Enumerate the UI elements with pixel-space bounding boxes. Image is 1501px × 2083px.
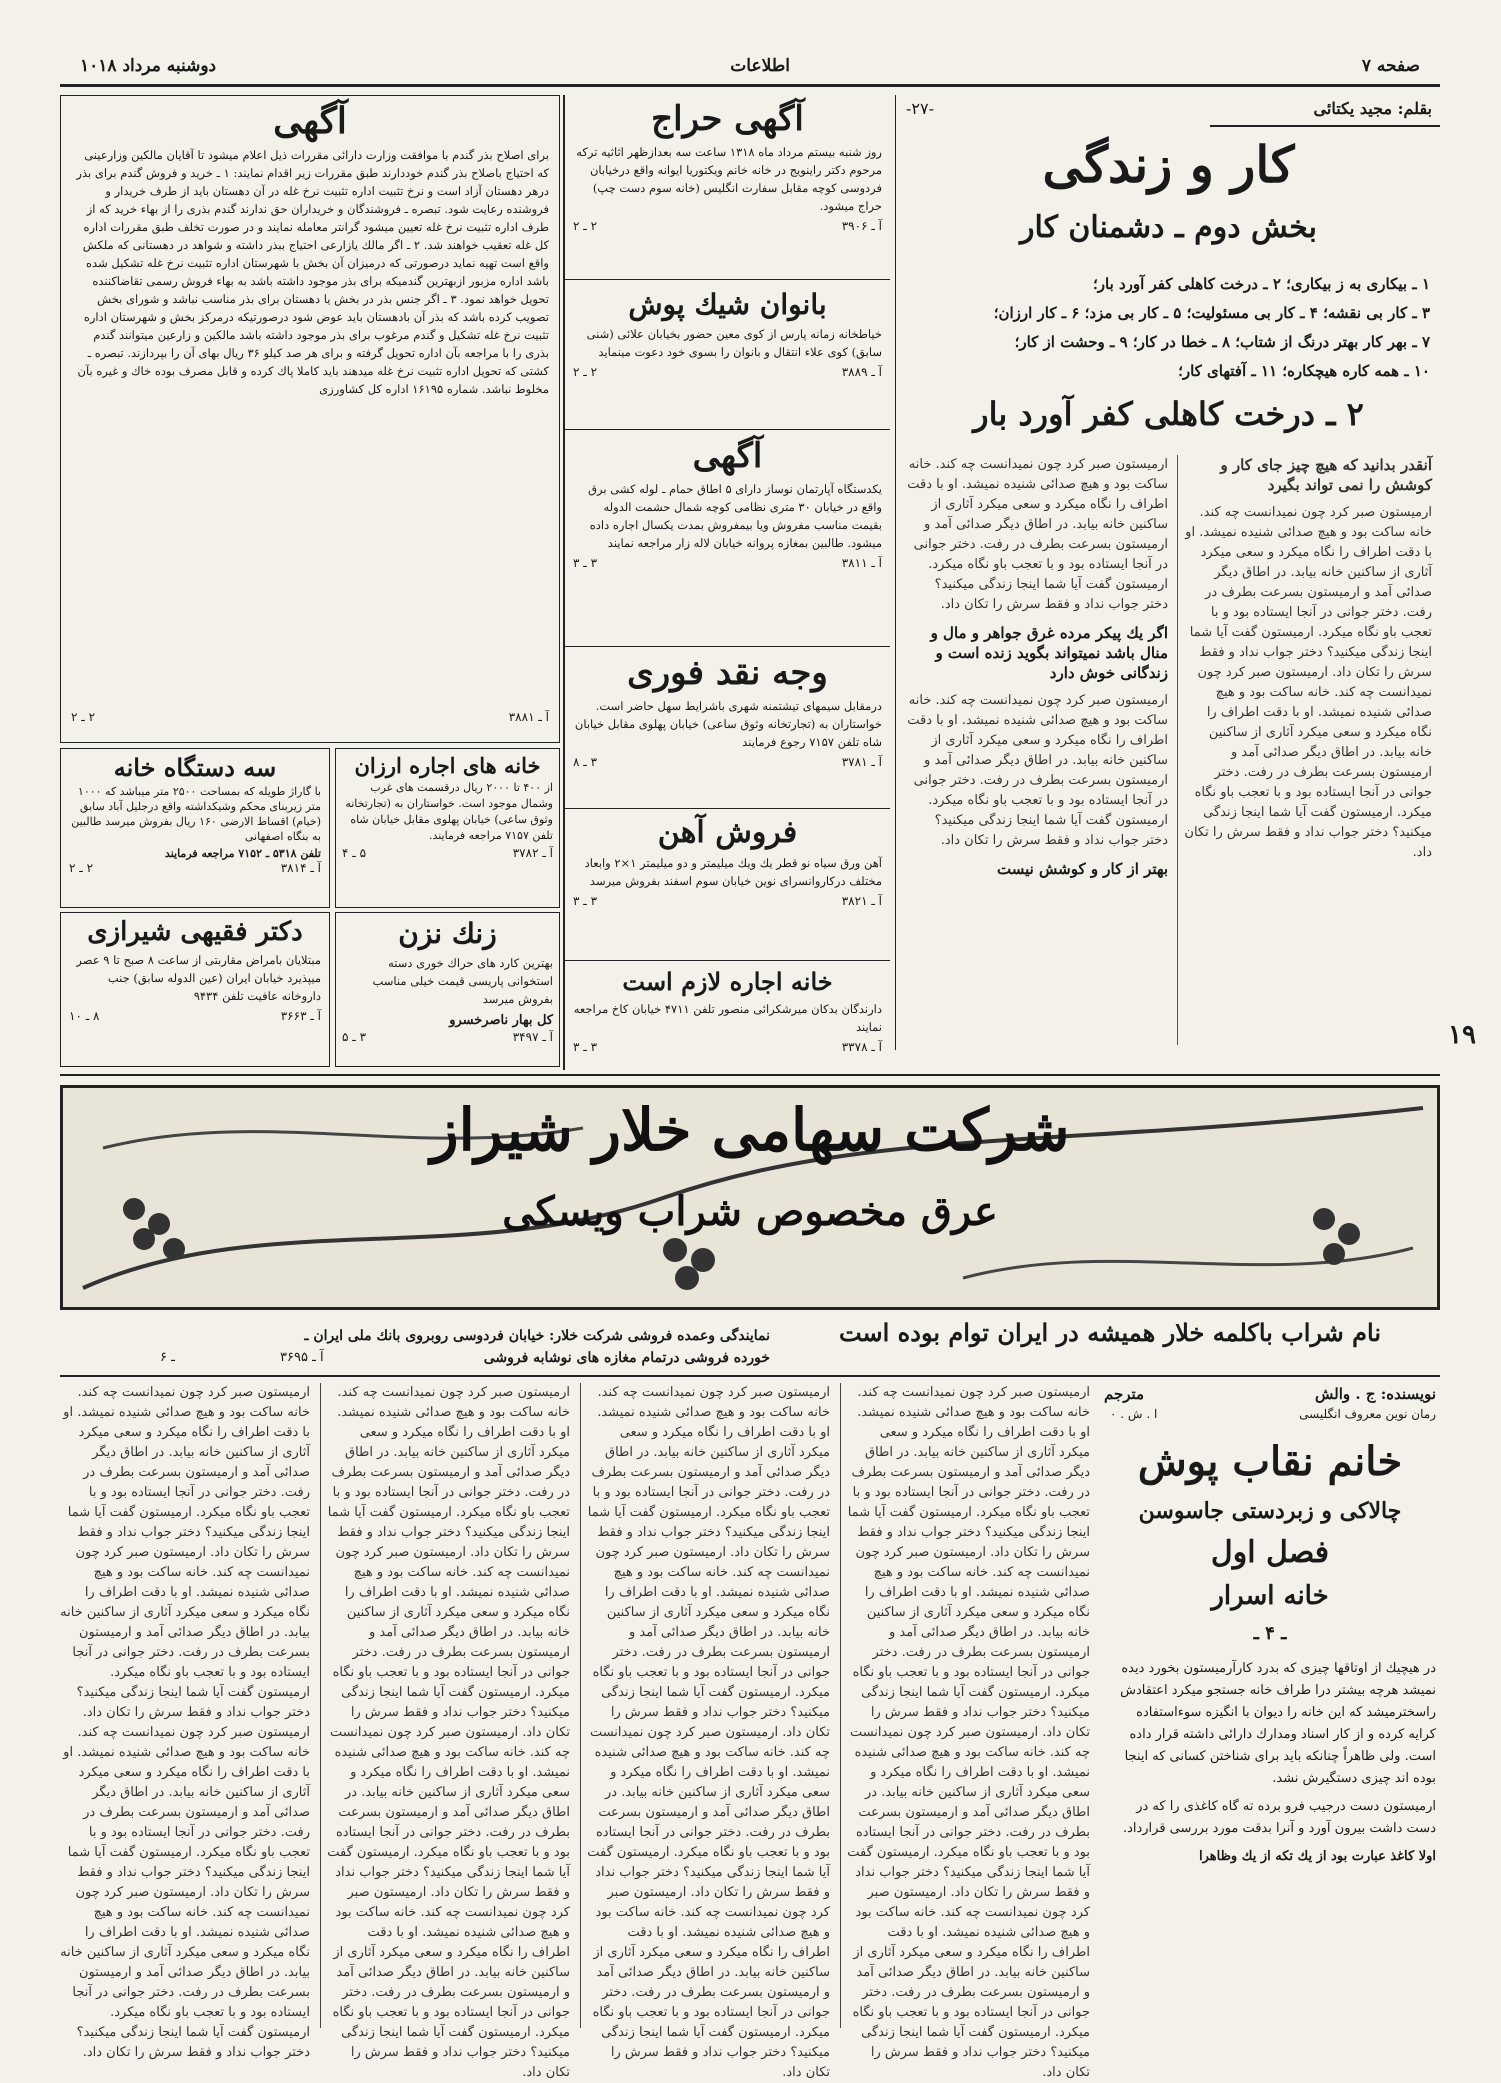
ad-title: خانه اجاره لازم است <box>622 967 833 996</box>
ad-code: آ ـ ۳۸۸۱ <box>508 710 549 724</box>
novel-chapter-title: خانه اسرار <box>1211 1581 1329 1611</box>
banner-slogan: نام شراب باکلمه خلار همیشه در ایران توام بوده است <box>838 1318 1381 1347</box>
ad-three-houses <box>60 748 330 908</box>
ad-count: ۵ ـ ۴ <box>342 846 367 860</box>
paragraph: ارمیستون صبر کرد چون نمیدانست چه کند. خانه ساکت بود و هیچ صدائی شنیده نمیشد. او با دقت اطراف را نگاه میکرد و سعی میکرد آثاری از ساکنین خانه بیابد. در اطاق دیگر صدائی آمد و ارمیستون بسرعت بطرف در رفت. دختر جوانی در آنجا ایستاده بود و با تعجب باو نگاه میکرد. ارمیستون گفت آیا شما اینجا زندگی میکنید؟ دختر جواب نداد و فقط سرش را تکان داد. <box>587 1385 830 1560</box>
paragraph: ارمیستون صبر کرد چون نمیدانست چه کند. خانه ساکت بود و هیچ صدائی شنیده نمیشد. او با دقت اطراف را نگاه میکرد و سعی میکرد آثاری از ساکنین خانه بیابد. در اطاق دیگر صدائی آمد و ارمیستون بسرعت بطرف در رفت. دختر جوانی در آنجا ایستاده بود و با تعجب باو نگاه میکرد. ارمیستون گفت آیا شما اینجا زندگی میکنید؟ دختر جواب نداد و فقط سرش را تکان داد. <box>907 693 1168 848</box>
ad-code-row <box>61 710 559 724</box>
ad-count: ۲ ـ ۲ <box>71 710 96 724</box>
paragraph: در هیچیك از اوتاقها چیزی كه بدرد كارآرمیستون بخورد دیده نمیشد هرچه بیشتر درا طراف خانه جستجو میكرد اعتقادش راسخترمیشد كه این خانه را دیوان با انگیزه سوءاستفاده كرایه كرده و از كار اسناد ومدارك دارائی داشته قرار داده است. ولی ظاهراً چنانكه باید برای شناختن کسانی که اینجا بوده اند چیزی دستگیرش نشد. <box>1120 1661 1436 1786</box>
ad-text: برای اصلاح بذر گندم با موافقت وزارت دارائی مقررات ذیل اعلام میشود تا آقایان مالکین وزارعینی که احتیاج باصلاح بذر گندم خوددارند طبق مقررات زیر اقدام نمایند: ۱ ـ خرید و فروش گندم برای بذر درهر دهستان آزاد است و نرخ تثبیت اداره تثبیت نرخ غله در آن دهستان باید از طرف خریدار و فروشنده رعایت شود. تبصره ـ فروشندگان و خریداران حق ندارند گندم بذری را از بهاء خرید که از طرف اداره تثبیت نرخ غله تعیین میشود گرانتر معامله نمایند و در صورت تخلف طبق مقررات اداره کل غله تعقیب خواهند شد. ۲ ـ اگر مالك یازارعی احتیاج ببذر داشته و شواهد در دهستانی که ملکش واقع است تهیه نماید درصورتی که درمیزان آن بخش با شهرستان اداره تثبیت نرخ غله تشکیل شده باشد اداره مزبور ازبهترین گندمیکه برای بذر موجود داشته باشد به بهاء فروش رسمی تقاضاکننده تحویل خواهد نمود. ۳ ـ اگر جنس بذر در بخش یا دهستان برای بذر مناسب نباشد و شورای بخش تصویب کرده باشد که بذر آن بادهستان باید عوض شود درصورتیکه درمرکز بخش و شهرستان اداره تثبیت نرخ غله تشکیل و گندم مرغوب برای بذر موجود داشته باشد مالکین و زارعین میتوانند گندم بذری را با مراجعه بآن اداره تحویل گرفته و برای هر صد کیلو ۳۶ ریال بهای آن را بپردازند. تبصره ـ کشتی که تحویل اداره تثبیت نرخ غله میدهند باید کاملا پاك کرده و قابل مصرف بوده خاك و غیره بآن مخلوط نباشد. شماره ۱۶۱۹۵ اداره کل کشاورزی <box>76 148 549 396</box>
ad-title: دکتر فقیهی شیرازی <box>87 917 303 947</box>
banner-count: ۶ ـ <box>160 1350 175 1365</box>
ad-code: آ ـ ۳۸۱۱ <box>841 556 882 570</box>
contents-list <box>905 270 1430 386</box>
banner-code: آ ـ ۳۶۹۵ <box>280 1350 324 1365</box>
paragraph: ارمیستون صبر کرد چون نمیدانست چه کند. خانه ساکت بود و هیچ صدائی شنیده نمیشد. او با دقت اطراف را نگاه میکرد و سعی میکرد آثاری از ساکنین خانه بیابد. در اطاق دیگر صدائی آمد و ارمیستون بسرعت بطرف در رفت. دختر جوانی در آنجا ایستاده بود و با تعجب باو نگاه میکرد. ارمیستون گفت آیا شما اینجا زندگی میکنید؟ دختر جواب نداد و فقط سرش را تکان داد. <box>1185 505 1432 680</box>
ad-text: روز شنبه بیستم مرداد ماه ۱۳۱۸ ساعت سه بعدازظهر اثاثیه ترکه مرحوم دکتر راینویج در خانه خانم ویکتوریا ایوانه واقع درخیابان فردوسی کوچه مقابل سفارت انگلیس (خانه سوم دست چپ) حراج میشود. <box>576 145 882 213</box>
ad-shop: کل بهار ناصرخسرو <box>449 1013 553 1028</box>
article-title: کار و زندگی <box>1042 135 1295 194</box>
banner-company: شرکت سهامی خلار شیراز <box>430 1096 1070 1164</box>
paragraph: ارمیستون صبر کرد چون نمیدانست چه کند. خانه ساکت بود و هیچ صدائی شنیده نمیشد. او با دقت اطراف را نگاه میکرد و سعی میکرد آثاری از ساکنین خانه بیابد. در اطاق دیگر صدائی آمد و ارمیستون بسرعت بطرف در رفت. دختر جوانی در آنجا ایستاده بود و با تعجب باو نگاه میکرد. ارمیستون گفت آیا شما اینجا زندگی میکنید؟ دختر جواب نداد و فقط سرش را تکان داد. <box>63 1385 310 1560</box>
ad-title: آگهی <box>692 436 763 476</box>
section-rule <box>60 1375 1440 1377</box>
ad-iron <box>565 811 890 961</box>
ad-text: آهن ورق سیاه نو قطر یك ویك میلیمتر و دو میلیمتر ۱×۲ وابعاد مختلف درکاروانسرای نوین خیابان سوم اسفند بفروش میرسد <box>584 856 882 888</box>
ad-count: ۸ ـ ۱۰ <box>69 1009 100 1023</box>
paragraph: ارمیستون صبر کرد چون نمیدانست چه کند. خانه ساکت بود و هیچ صدائی شنیده نمیشد. او با دقت اطراف را نگاه میکرد و سعی میکرد آثاری از ساکنین خانه بیابد. در اطاق دیگر صدائی آمد و ارمیستون بسرعت بطرف در رفت. دختر جوانی در آنجا ایستاده بود و با تعجب باو نگاه میکرد. ارمیستون گفت آیا شما اینجا زندگی میکنید؟ دختر جواب نداد و فقط سرش را تکان داد. <box>327 1725 570 1900</box>
emphasis-text: بهتر از کار و کوشش نیست <box>996 860 1168 878</box>
ad-cutlery <box>335 912 560 1067</box>
ad-cash <box>565 649 890 809</box>
section-rule <box>60 1074 1440 1076</box>
paragraph: ارمیستون صبر کرد چون نمیدانست چه کند. خانه ساکت بود و هیچ صدائی شنیده نمیشد. او با دقت اطراف را نگاه میکرد و سعی میکرد آثاری از ساکنین خانه بیابد. در اطاق دیگر صدائی آمد و ارمیستون بسرعت بطرف در رفت. دختر جوانی در آنجا ایستاده بود و با تعجب باو نگاه میکرد. ارمیستون گفت آیا شما اینجا زندگی میکنید؟ دختر جواب نداد و فقط سرش را تکان داد. <box>847 1725 1090 1900</box>
paragraph: ارمیستون صبر کرد چون نمیدانست چه کند. خانه ساکت بود و هیچ صدائی شنیده نمیشد. او با دقت اطراف را نگاه میکرد و سعی میکرد آثاری از ساکنین خانه بیابد. در اطاق دیگر صدائی آمد و ارمیستون بسرعت بطرف در رفت. دختر جوانی در آنجا ایستاده بود و با تعجب باو نگاه میکرد. ارمیستون گفت آیا شما اینجا زندگی میکنید؟ دختر جواب نداد و فقط سرش را تکان داد. <box>592 1885 830 2080</box>
ad-title: زنك نزن <box>398 917 497 950</box>
ad-code-row <box>61 861 329 875</box>
ad-code: آ ـ ۳۴۹۷ <box>512 1030 553 1044</box>
ad-text: بهترین کارد های حراك خوری دسته استخوانی پاریسی قیمت خیلی مناسب بفروش میرسد <box>372 956 553 1006</box>
ad-code-row <box>61 1009 329 1023</box>
ad-code: آ ـ ۳۶۶۳ <box>280 1009 321 1023</box>
ad-code: آ ـ ۳۸۲۱ <box>841 894 882 908</box>
banner-info-2: خورده فروشی درتمام مغازه های نوشابه فروشی <box>483 1350 770 1366</box>
paragraph: ارمیستون صبر کرد چون نمیدانست چه کند. خانه ساکت بود و هیچ صدائی شنیده نمیشد. او با دقت اطراف را نگاه میکرد و سعی میکرد آثاری از ساکنین خانه بیابد. در اطاق دیگر صدائی آمد و ارمیستون بسرعت بطرف در رفت. دختر جوانی در آنجا ایستاده بود و با تعجب باو نگاه میکرد. ارمیستون گفت آیا شما اینجا زندگی میکنید؟ دختر جواب نداد و فقط سرش را تکان داد. <box>1184 665 1432 860</box>
ad-text: با گاراژ طویله که بمساحت ۲۵۰۰ متر میباشد که ۱۰۰۰ متر زیربنای محکم وشیکداشته واقع درجلیل آباد سابق (خیام) اقساط الارضی ۱۶۰ ریال بفروش میرسد طالبین به بنگاه اصفهانی <box>71 785 321 843</box>
ad-text: خیاطخانه زمانه پارس از کوی معین حضور بخیابان علائی (شنی سابق) کوی علاء انتقال و بانوان را بسوی خود دعوت مینماید <box>586 327 882 359</box>
paragraph: اولا كاغذ عبارت بود از یك تكه از یك وظاهرا <box>1198 1849 1436 1864</box>
novel-translator-label: مترجم <box>1104 1385 1145 1403</box>
ad-title: خانه های اجاره ارزان <box>354 753 541 778</box>
novel-title: خانم نقاب پوش <box>1137 1438 1403 1485</box>
novel-author: نویسنده: ج . والش <box>1315 1385 1436 1403</box>
ad-code-row <box>565 219 890 233</box>
ad-title: سه دستگاه خانه <box>113 753 277 782</box>
ad-title: فروش آهن <box>657 815 798 850</box>
contents-line: ۳ ـ کار بی نقشه؛ ۴ ـ کار بی مسئولیت؛ ۵ ـ کار بی مزد؛ ۶ ـ کار ارزان؛ <box>993 304 1430 322</box>
ad-count: ۳ ـ ۸ <box>573 755 598 769</box>
paragraph: ارمیستون صبر کرد چون نمیدانست چه کند. خانه ساکت بود و هیچ صدائی شنیده نمیشد. او با دقت اطراف را نگاه میکرد و سعی میکرد آثاری از ساکنین خانه بیابد. در اطاق دیگر صدائی آمد و ارمیستون بسرعت بطرف در رفت. دختر جوانی در آنجا ایستاده بود و با تعجب باو نگاه میکرد. ارمیستون گفت آیا شما اینجا زندگی میکنید؟ دختر جواب نداد و فقط سرش را تکان داد. <box>60 1545 310 1720</box>
ad-count: ۳ ـ ۳ <box>573 556 598 570</box>
ad-apartment <box>565 432 890 647</box>
ad-code: آ ـ ۳۸۸۹ <box>841 365 882 379</box>
paragraph: ارمیستون صبر کرد چون نمیدانست چه کند. خانه ساکت بود و هیچ صدائی شنیده نمیشد. او با دقت اطراف را نگاه میکرد و سعی میکرد آثاری از ساکنین خانه بیابد. در اطاق دیگر صدائی آمد و ارمیستون بسرعت بطرف در رفت. دختر جوانی در آنجا ایستاده بود و با تعجب باو نگاه میکرد. ارمیستون گفت آیا شما اینجا زندگی میکنید؟ دختر جواب نداد و فقط سرش را تکان داد. <box>592 1545 830 1740</box>
ad-auction <box>565 95 890 280</box>
newspaper-name: اطلاعات <box>730 56 790 76</box>
column-rule <box>563 95 565 1070</box>
ad-count: ۲ ـ ۲ <box>573 219 598 233</box>
ad-text: درمقابل سیمهای تیشتمنه شهری باشرایط سهل حاضر است. خواستاران به (تجارتخانه وثوق ساعی) خیابان پهلوی مقابل خیابان شاه تلفن ۷۱۵۷ رجوع فرمایند <box>574 699 882 749</box>
article-body-right <box>1177 455 1432 1045</box>
serial-number: -۲۷- <box>906 99 934 118</box>
ad-title: بانوان شیك پوش <box>628 288 827 321</box>
ad-code-row <box>565 556 890 570</box>
paragraph: ارمیستون صبر کرد چون نمیدانست چه کند. خانه ساکت بود و هیچ صدائی شنیده نمیشد. او با دقت اطراف را نگاه میکرد و سعی میکرد آثاری از ساکنین خانه بیابد. در اطاق دیگر صدائی آمد و ارمیستون بسرعت بطرف در رفت. دختر جوانی در آنجا ایستاده بود و با تعجب باو نگاه میکرد. ارمیستون گفت آیا شما اینجا زندگی میکنید؟ دختر جواب نداد و فقط سرش را تکان داد. <box>327 1385 570 1560</box>
banner-products: عرق مخصوص شراب ویسکی <box>502 1188 998 1235</box>
byline-rule <box>1210 125 1440 127</box>
novel-column-3 <box>580 1383 830 2080</box>
paragraph: ارمیستون دست درجیب فرو برده ته گاه كاغذی را كه در دست داشت بیرون آورد و آنرا بدقت مورد بررسی قرارداد. <box>1122 1799 1436 1836</box>
contents-line: ۱۰ ـ همه کاره هیچکاره؛ ۱۱ ـ آفتهای کار؛ <box>1178 362 1430 380</box>
novel-subtitle: چالاکی و زبردستی جاسوسن <box>1138 1498 1402 1524</box>
paragraph: ارمیستون صبر کرد چون نمیدانست چه کند. خانه ساکت بود و هیچ صدائی شنیده نمیشد. او با دقت اطراف را نگاه میکرد و سعی میکرد آثاری از ساکنین خانه بیابد. در اطاق دیگر صدائی آمد و ارمیستون بسرعت بطرف در رفت. دختر جوانی در آنجا ایستاده بود و با تعجب باو نگاه میکرد. ارمیستون گفت آیا شما اینجا زندگی میکنید؟ دختر جواب نداد و فقط سرش را تکان داد. <box>852 1545 1090 1740</box>
article-subtitle: بخش دوم ـ دشمنان کار <box>1020 210 1317 245</box>
ad-code: آ ـ ۳۷۸۱ <box>841 755 882 769</box>
ad-tailor <box>565 282 890 430</box>
ad-code: آ ـ ۳۸۱۴ <box>280 861 321 875</box>
byline: بقلم: مجید یکتائی <box>1313 99 1432 118</box>
ad-count: ۳ ـ ۳ <box>573 1040 598 1054</box>
ad-cheap-rent <box>335 748 560 908</box>
ad-code: آ ـ ۳۳۷۸ <box>841 1040 882 1054</box>
ad-text: مبتلایان بامراض مقاربتی از ساعت ۸ صبح تا ۹ عصر میپذیرد خیابان ایران (عین الدوله سابق) جنب داروخانه عافیت تلفن ۹۴۳۴ <box>76 953 321 1003</box>
ad-title: آگهی <box>273 100 347 142</box>
emphasis-text: آنقدر بدانید که هیچ چیز جای کار و کوشش را نمی تواند بگیرد <box>1220 456 1432 494</box>
novel-genre: رمان نوین معروف انگلیسی <box>1299 1407 1436 1421</box>
novel-serial <box>1100 1383 1440 2033</box>
ad-count: ۳ ـ ۳ <box>573 894 598 908</box>
ad-text: از ۴۰۰ تا ۲۰۰۰ ریال درقسمت های غرب وشمال موجود است. خواستاران به (تجارتخانه وثوق ساعی) خیابان پهلوی مقابل خیابان شاه تلفن ۷۱۵۷ مراجعه فرمایند. <box>345 781 553 842</box>
ad-code-row <box>565 894 890 908</box>
ad-count: ۲ ـ ۲ <box>573 365 598 379</box>
ad-text: دارندگان بدکان میرشکرائی منصور تلفن ۴۷۱۱ خیابان کاخ مراجعه نمایند <box>573 1002 882 1034</box>
article-body-left <box>906 455 1168 1045</box>
winery-banner <box>60 1085 1440 1310</box>
page-side-mark: ۱۹ <box>1448 1020 1476 1050</box>
novel-chapter: فصل اول <box>1210 1535 1330 1570</box>
body-text <box>1178 455 1432 1045</box>
paragraph: ارمیستون صبر کرد چون نمیدانست چه کند. خانه ساکت بود و هیچ صدائی شنیده نمیشد. او با دقت اطراف را نگاه میکرد و سعی میکرد آثاری از ساکنین خانه بیابد. در اطاق دیگر صدائی آمد و ارمیستون بسرعت بطرف در رفت. دختر جوانی در آنجا ایستاده بود و با تعجب باو نگاه میکرد. ارمیستون گفت آیا شما اینجا زندگی میکنید؟ دختر جواب نداد و فقط سرش را تکان داد. <box>847 1385 1090 1560</box>
paragraph: ارمیستون صبر کرد چون نمیدانست چه کند. خانه ساکت بود و هیچ صدائی شنیده نمیشد. او با دقت اطراف را نگاه میکرد و سعی میکرد آثاری از ساکنین خانه بیابد. در اطاق دیگر صدائی آمد و ارمیستون بسرعت بطرف در رفت. دختر جوانی در آنجا ایستاده بود و با تعجب باو نگاه میکرد. ارمیستون گفت آیا شما اینجا زندگی میکنید؟ دختر جواب نداد و فقط سرش را تکان داد. <box>60 1885 310 2060</box>
novel-column-2 <box>840 1383 1090 2080</box>
ad-code-row <box>336 1030 559 1044</box>
grape-icon <box>1323 1243 1345 1265</box>
page-header <box>80 52 1420 82</box>
emphasis-text: اگر یك پیکر مرده غرق جواهر و مال و منال باشد نمیتواند بگوید زنده است و زندگانی خوش دارد <box>930 624 1168 682</box>
ad-title: آگهی حراج <box>651 99 804 139</box>
paragraph: ارمیستون صبر کرد چون نمیدانست چه کند. خانه ساکت بود و هیچ صدائی شنیده نمیشد. او با دقت اطراف را نگاه میکرد و سعی میکرد آثاری از ساکنین خانه بیابد. در اطاق دیگر صدائی آمد و ارمیستون بسرعت بطرف در رفت. دختر جوانی در آنجا ایستاده بود و با تعجب باو نگاه میکرد. ارمیستون گفت آیا شما اینجا زندگی میکنید؟ دختر جواب نداد و فقط سرش را تکان داد. <box>332 1885 570 2080</box>
ad-code: آ ـ ۳۷۸۲ <box>512 846 553 860</box>
ad-doctor <box>60 912 330 1067</box>
banner-info-1: نمایندگی وعمده فروشی شرکت خلار: خیابان فردوسی روبروی بانك ملی ایران ـ <box>304 1328 770 1344</box>
ad-code-row <box>565 365 890 379</box>
ad-phone: تلفن ۵۳۱۸ ـ ۷۱۵۲ مراجعه فرمایند <box>164 847 321 860</box>
paragraph: ارمیستون صبر کرد چون نمیدانست چه کند. خانه ساکت بود و هیچ صدائی شنیده نمیشد. او با دقت اطراف را نگاه میکرد و سعی میکرد آثاری از ساکنین خانه بیابد. در اطاق دیگر صدائی آمد و ارمیستون بسرعت بطرف در رفت. دختر جوانی در آنجا ایستاده بود و با تعجب باو نگاه میکرد. ارمیستون گفت آیا شما اینجا زندگی میکنید؟ دختر جواب نداد و فقط سرش را تکان داد. <box>332 1545 570 1740</box>
issue-date: دوشنبه مرداد ۱۰۱۸ <box>80 56 217 76</box>
grape-icon <box>663 1238 687 1262</box>
novel-translator: ا . ش . ۰ <box>1110 1407 1158 1421</box>
novel-column-4 <box>320 1383 570 2080</box>
paragraph: ارمیستون صبر کرد چون نمیدانست چه کند. خانه ساکت بود و هیچ صدائی شنیده نمیشد. او با دقت اطراف را نگاه میکرد و سعی میکرد آثاری از ساکنین خانه بیابد. در اطاق دیگر صدائی آمد و ارمیستون بسرعت بطرف در رفت. دختر جوانی در آنجا ایستاده بود و با تعجب باو نگاه میکرد. ارمیستون گفت آیا شما اینجا زندگی میکنید؟ دختر جواب نداد و فقط سرش را تکان داد. <box>63 1725 310 1900</box>
ad-code-row <box>336 846 559 860</box>
section-title: ۲ ـ درخت کاهلی کفر آورد بار <box>973 395 1364 433</box>
paragraph: ارمیستون صبر کرد چون نمیدانست چه کند. خانه ساکت بود و هیچ صدائی شنیده نمیشد. او با دقت اطراف را نگاه میکرد و سعی میکرد آثاری از ساکنین خانه بیابد. در اطاق دیگر صدائی آمد و ارمیستون بسرعت بطرف در رفت. دختر جوانی در آنجا ایستاده بود و با تعجب باو نگاه میکرد. ارمیستون گفت آیا شما اینجا زندگی میکنید؟ دختر جواب نداد و فقط سرش را تکان داد. <box>587 1725 830 1900</box>
ad-text: یکدستگاه آپارتمان نوساز دارای ۵ اطاق حمام ـ لوله کشی برق واقع در خیابان ۳۰ متری نظامی کوچه شمال حشمت الدوله بقیمت مناسب مفروش ویا بیمفروش بمدت یکسال اجاره داده میشود. طالبین بمغازه پروانه خیابان لاله زار مراجعه نمایند <box>588 482 882 550</box>
ad-code: آ ـ ۳۹۰۶ <box>841 219 882 233</box>
serial-article <box>895 95 1440 1050</box>
ad-count: ۲ ـ ۲ <box>69 861 94 875</box>
grape-icon <box>163 1238 185 1260</box>
ad-count: ۳ ـ ۵ <box>342 1030 367 1044</box>
body-text <box>906 455 1168 1045</box>
contents-line: ۷ ـ بهر کار بهتر درنگ از شتاب؛ ۸ ـ خطا در کار؛ ۹ ـ وحشت از کار؛ <box>1014 333 1430 351</box>
novel-column-5 <box>60 1383 310 2060</box>
header-rule <box>60 84 1440 87</box>
ad-code-row <box>565 1040 890 1054</box>
paragraph: ارمیستون صبر کرد چون نمیدانست چه کند. خانه ساکت بود و هیچ صدائی شنیده نمیشد. او با دقت اطراف را نگاه میکرد و سعی میکرد آثاری از ساکنین خانه بیابد. در اطاق دیگر صدائی آمد و ارمیستون بسرعت بطرف در رفت. دختر جوانی در آنجا ایستاده بود و با تعجب باو نگاه میکرد. ارمیستون گفت آیا شما اینجا زندگی میکنید؟ دختر جواب نداد و فقط سرش را تکان داد. <box>852 1885 1090 2080</box>
grape-icon <box>675 1266 699 1290</box>
ad-house-wanted <box>565 963 890 1070</box>
page-number: صفحه ۷ <box>1361 56 1420 76</box>
ad-code-row <box>565 755 890 769</box>
novel-body <box>1106 1658 1436 1868</box>
novel-installment: ـ ۴ ـ <box>1253 1623 1287 1644</box>
ad-wheat-notice <box>60 95 560 743</box>
paragraph: ارمیستون صبر کرد چون نمیدانست چه کند. خانه ساکت بود و هیچ صدائی شنیده نمیشد. او با دقت اطراف را نگاه میکرد و سعی میکرد آثاری از ساکنین خانه بیابد. در اطاق دیگر صدائی آمد و ارمیستون بسرعت بطرف در رفت. دختر جوانی در آنجا ایستاده بود و با تعجب باو نگاه میکرد. ارمیستون گفت آیا شما اینجا زندگی میکنید؟ دختر جواب نداد و فقط سرش را تکان داد. <box>907 457 1168 612</box>
contents-line: ۱ ـ بیکاری به ز بیکاری؛ ۲ ـ درخت کاهلی کفر آورد بار؛ <box>1092 275 1430 293</box>
ad-title: وجه نقد فوری <box>627 653 828 693</box>
